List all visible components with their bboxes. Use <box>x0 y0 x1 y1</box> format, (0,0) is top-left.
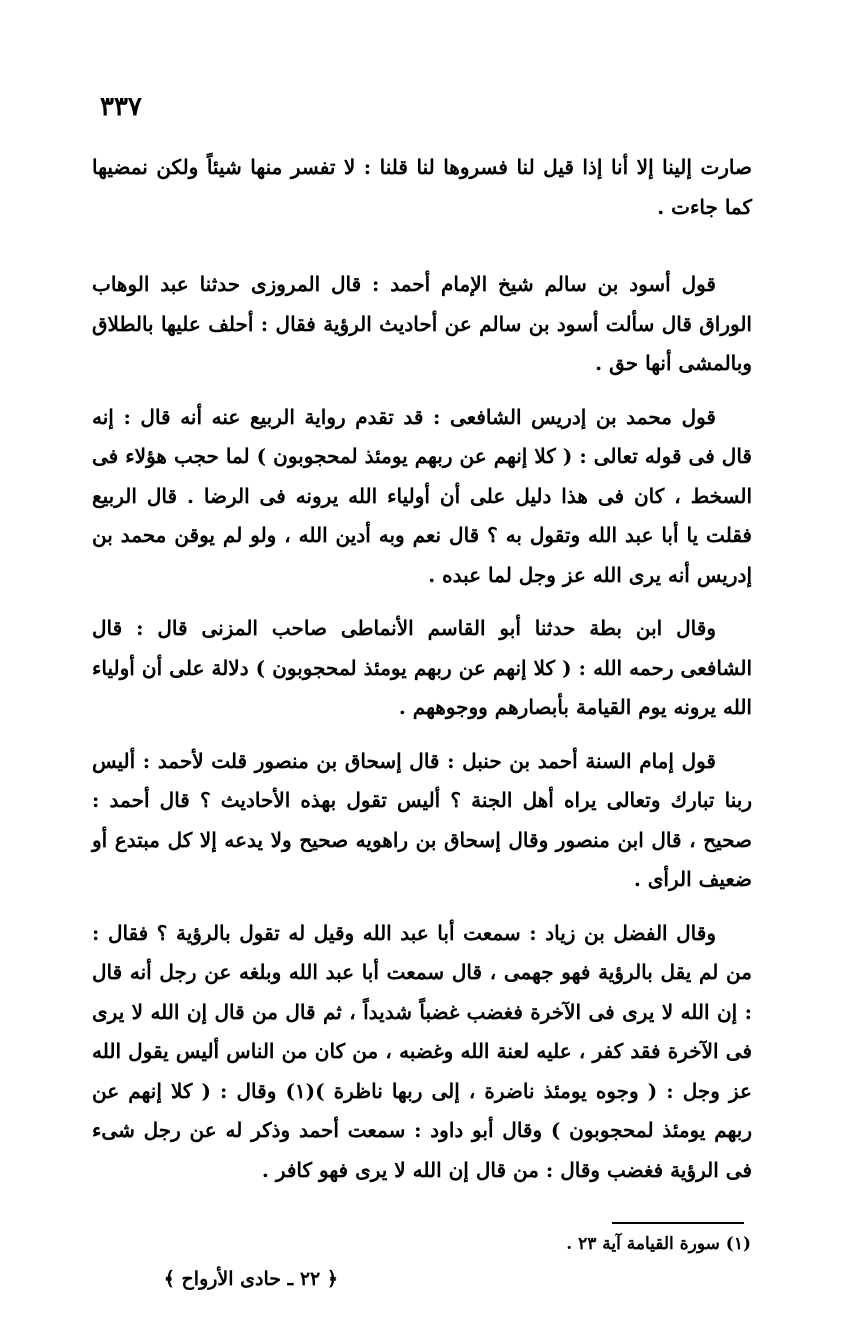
footnote-divider <box>612 1222 744 1224</box>
running-footer: ﴿ ٢٢ ـ حادى الأرواح ﴾ <box>163 1268 338 1290</box>
paragraph-ibn-batta: وقال ابن بطة حدثنا أبو القاسم الأنماطى صاحب المزنى قال : قال الشافعى رحمه الله : ( كلا إنهم عن ربهم يومئذ لمحجوبون ) دلالة على أن أولياء الله يرونه يوم القيامة بأبصارهم ووجوههم . <box>92 616 752 719</box>
page-number: ٣٣٧ <box>100 92 142 122</box>
paragraph-continuation: صارت إلينا إلا أنا إذا قيل لنا فسروها لنا قلنا : لا تفسر منها شيئاً ولكن نمضيها كما جاءت . <box>92 155 752 219</box>
paragraph-ahmad-bin-hanbal: قول إمام السنة أحمد بن حنبل : قال إسحاق بن منصور قلت لأحمد : أليس ربنا تبارك وتعالى يراه أهل الجنة ؟ أليس تقول بهذه الأحاديث ؟ قال أحمد : صحيح ، قال ابن منصور وقال إسحاق بن راهويه صحيح ولا يدعه إلا كل مبتدع أو ضعيف الرأى . <box>92 748 752 891</box>
body-text <box>92 148 752 1190</box>
paragraph-fadl-bin-ziyad: وقال الفضل بن زياد : سمعت أبا عبد الله وقيل له تقول بالرؤية ؟ فقال : من لم يقل بالرؤية فهو جهمى ، قال سمعت أبا عبد الله وبلغه عن رجل أنه قال : إن الله لا يرى فى الآخرة فغضب غضباً شديداً ، ثم قال من قال إن الله لا يرى فى الآخرة فقد كفر ، عليه لعنة الله وغضبه ، من كان من الناس أليس يقول الله عز وجل : ( وجوه يومئذ ناضرة ، إلى ربها ناظرة )(١) وقال : ( كلا إنهم عن ربهم يومئذ لمحجوبون ) وقال أبو داود : سمعت أحمد وذكر له عن رجل شىء فى الرؤية فغضب وقال : من قال إن الله لا يرى فهو كافر . <box>92 920 752 1182</box>
paragraph-shafii: قول محمد بن إدريس الشافعى : قد تقدم رواية الربيع عنه أنه قال : إنه قال فى قوله تعالى : ( كلا إنهم عن ربهم يومئذ لمحجوبون ) لما حجب هؤلاء فى السخط ، كان فى هذا دليل على أن أولياء الله يرونه فى الرضا . قال الربيع فقلت يا أبا عبد الله وتقول به ؟ قال نعم وبه أدين الله ، ولو لم يوقن محمد بن إدريس أنه يرى الله عز وجل لما عبده . <box>92 404 752 587</box>
footnote: (١) سورة القيامة آية ٢٣ . <box>566 1234 751 1254</box>
paragraph-aswad-bin-salim: قول أسود بن سالم شيخ الإمام أحمد : قال المروزى حدثنا عبد الوهاب الوراق قال سألت أسود بن سالم عن أحاديث الرؤية فقال : أحلف عليها بالطلاق وبالمشى أنها حق . <box>92 272 752 375</box>
